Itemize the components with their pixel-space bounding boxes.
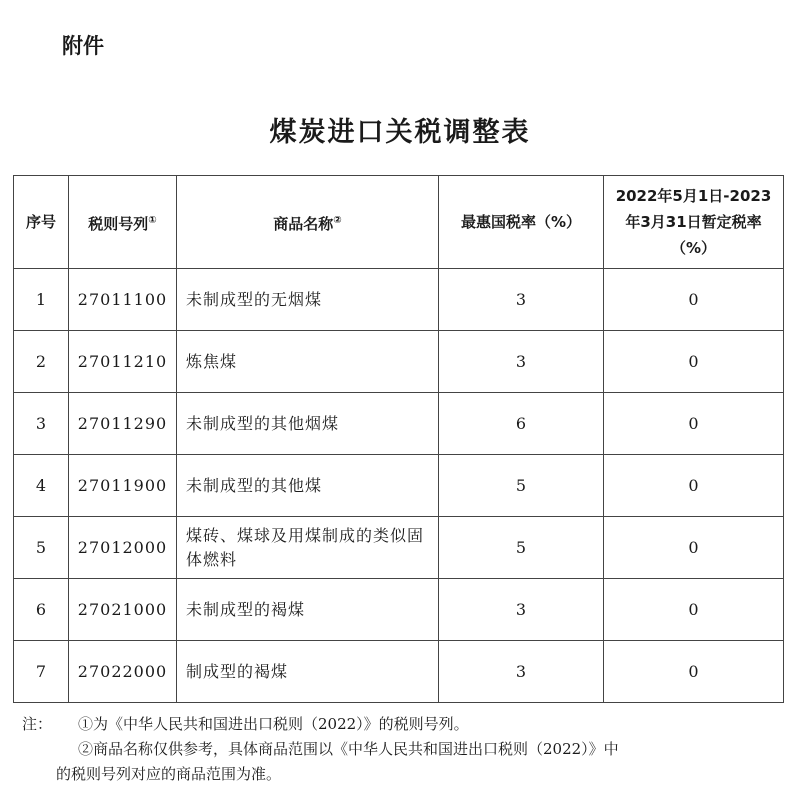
cell-seq: 1 — [14, 269, 69, 331]
cell-seq: 6 — [14, 579, 69, 641]
cell-mfn-rate: 6 — [439, 393, 604, 455]
cell-temp-rate: 0 — [604, 641, 784, 703]
cell-code: 27011210 — [69, 331, 177, 393]
note-2-line-2: 的税则号列对应的商品范围为准。 — [56, 765, 282, 783]
table-row — [14, 517, 784, 579]
cell-temp-rate: 0 — [604, 269, 784, 331]
cell-code: 27021000 — [69, 579, 177, 641]
cell-temp-rate: 0 — [604, 393, 784, 455]
cell-mfn-rate: 3 — [439, 641, 604, 703]
cell-mfn-rate: 3 — [439, 331, 604, 393]
header-seq: 序号 — [14, 176, 69, 269]
header-temp-line2: 年3月31日暂定税率 — [625, 213, 762, 231]
cell-mfn-rate: 5 — [439, 455, 604, 517]
header-code-text: 税则号列 — [88, 214, 149, 233]
note-2-line-1: ②商品名称仅供参考，具体商品范围以《中华人民共和国进出口税则（2022）》中 — [78, 740, 619, 758]
cell-temp-rate: 0 — [604, 331, 784, 393]
cell-mfn-rate: 3 — [439, 269, 604, 331]
header-mfn-rate: 最惠国税率（%） — [439, 176, 604, 269]
notes-label: 注： — [22, 715, 53, 733]
cell-name: 未制成型的其他煤 — [177, 455, 439, 517]
header-temp-line3: （%） — [670, 239, 717, 257]
cell-name: 煤砖、煤球及用煤制成的类似固体燃料 — [177, 517, 439, 579]
table-header-row — [14, 176, 784, 269]
table-row — [14, 269, 784, 331]
cell-seq: 4 — [14, 455, 69, 517]
header-code — [69, 176, 177, 269]
cell-name: 制成型的褐煤 — [177, 641, 439, 703]
cell-temp-rate: 0 — [604, 455, 784, 517]
header-temp-rate — [604, 176, 784, 269]
cell-name: 未制成型的其他烟煤 — [177, 393, 439, 455]
table-row — [14, 455, 784, 517]
table-row — [14, 579, 784, 641]
cell-mfn-rate: 3 — [439, 579, 604, 641]
cell-code: 27011900 — [69, 455, 177, 517]
notes — [22, 712, 782, 787]
cell-seq: 5 — [14, 517, 69, 579]
cell-code: 27011290 — [69, 393, 177, 455]
cell-seq: 7 — [14, 641, 69, 703]
header-name — [177, 176, 439, 269]
cell-name: 炼焦煤 — [177, 331, 439, 393]
cell-temp-rate: 0 — [604, 517, 784, 579]
cell-temp-rate: 0 — [604, 579, 784, 641]
attachment-label: 附件 — [62, 34, 104, 58]
table-row — [14, 331, 784, 393]
cell-name: 未制成型的褐煤 — [177, 579, 439, 641]
cell-name: 未制成型的无烟煤 — [177, 269, 439, 331]
cell-code: 27012000 — [69, 517, 177, 579]
cell-seq: 3 — [14, 393, 69, 455]
table-row — [14, 641, 784, 703]
header-name-mark: ② — [333, 214, 342, 226]
header-code-mark: ① — [148, 214, 157, 226]
cell-code: 27022000 — [69, 641, 177, 703]
header-name-text: 商品名称 — [273, 214, 334, 233]
page-title: 煤炭进口关税调整表 — [269, 117, 531, 148]
tariff-table — [13, 175, 784, 703]
header-temp-line1: 2022年5月1日-2023 — [615, 187, 772, 205]
cell-mfn-rate: 5 — [439, 517, 604, 579]
cell-code: 27011100 — [69, 269, 177, 331]
table-row — [14, 393, 784, 455]
note-1: ①为《中华人民共和国进出口税则（2022）》的税则号列。 — [78, 715, 469, 733]
cell-seq: 2 — [14, 331, 69, 393]
